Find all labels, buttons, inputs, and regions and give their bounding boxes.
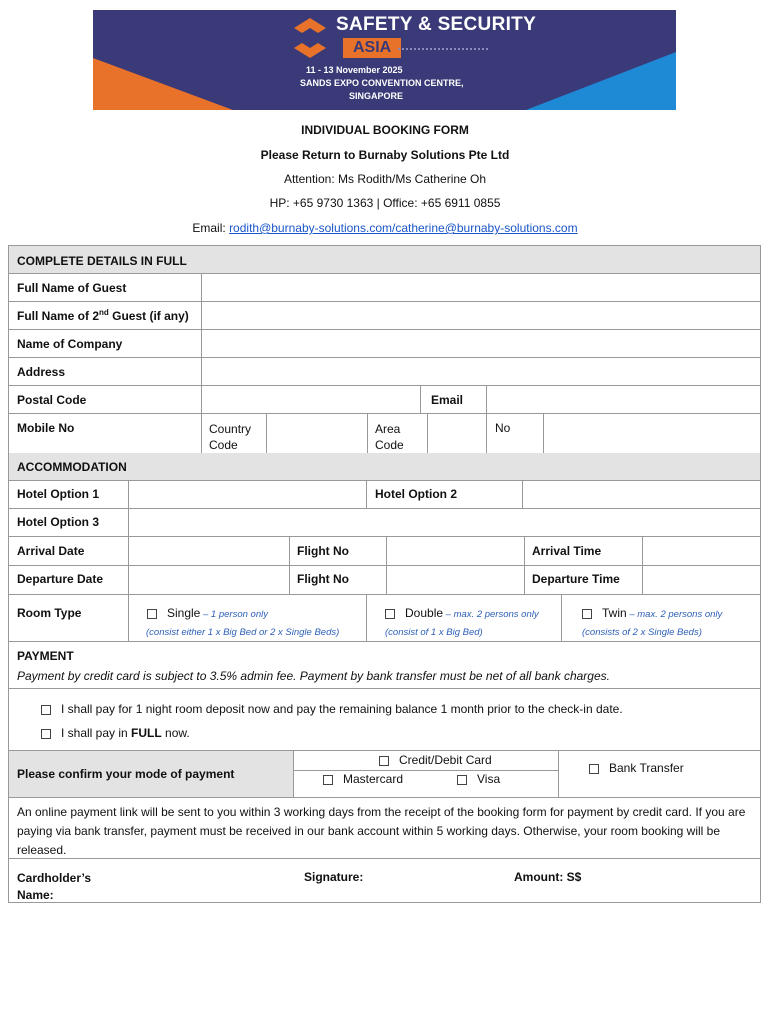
attention: Attention: Ms Rodith/Ms Catherine Oh <box>283 172 487 186</box>
company-field[interactable] <box>202 330 760 357</box>
arrival-flight-field[interactable] <box>387 537 524 565</box>
email-link[interactable]: rodith@burnaby-solutions.com/catherine@burnaby-solutions.com <box>229 221 578 235</box>
banner-dots <box>398 48 488 50</box>
email-line <box>0 221 770 235</box>
pay-deposit-option[interactable]: I shall pay for 1 night room deposit now and pay the remaining balance 1 month prior to the check-in date. <box>41 702 623 716</box>
email-label: Email: <box>192 221 230 235</box>
room-double-option[interactable]: Double – max. 2 persons only <box>385 606 539 620</box>
event-dates: 11 - 13 November 2025 <box>306 65 403 75</box>
hotel-option-1-field[interactable] <box>129 481 366 508</box>
hotel-option-1-label: Hotel Option 1 <box>17 487 99 501</box>
mastercard-checkbox[interactable] <box>323 775 333 785</box>
number-field[interactable] <box>544 414 760 455</box>
visa-option[interactable]: Visa <box>457 772 500 786</box>
postal-code-label: Postal Code <box>17 393 87 407</box>
country-code-label: Country Code <box>209 422 252 452</box>
area-code-field[interactable] <box>428 414 486 455</box>
twin-sub-note: (consists of 2 x Single Beds) <box>582 627 702 638</box>
payment-mode-label: Please confirm your mode of payment <box>17 767 235 781</box>
arrival-date-field[interactable] <box>129 537 289 565</box>
accommodation-table <box>8 453 761 642</box>
arrival-flight-label: Flight No <box>297 544 349 558</box>
payment-table <box>8 641 761 903</box>
bank-transfer-checkbox[interactable] <box>589 764 599 774</box>
accommodation-section-title: ACCOMMODATION <box>17 460 127 474</box>
banner-blue-shape <box>526 52 676 110</box>
phones: HP: +65 9730 1363 | Office: +65 6911 0855 <box>269 196 501 210</box>
departure-time-field[interactable] <box>643 566 760 594</box>
departure-date-label: Departure Date <box>17 572 104 586</box>
arrival-time-label: Arrival Time <box>532 544 602 558</box>
room-single-option[interactable]: Single – 1 person only <box>147 606 268 620</box>
arrival-date-label: Arrival Date <box>17 544 85 558</box>
email-label-cell: Email <box>431 393 464 407</box>
details-table <box>8 245 761 456</box>
event-banner <box>93 10 676 110</box>
single-checkbox[interactable] <box>147 609 157 619</box>
hotel-option-2-field[interactable] <box>523 481 760 508</box>
event-city: SINGAPORE <box>349 91 404 101</box>
second-guest-label: Full Name of 2nd Guest (if any) <box>17 308 189 323</box>
amount-label: Amount: S$ <box>514 870 582 884</box>
departure-flight-label: Flight No <box>297 572 349 586</box>
full-name-label: Full Name of Guest <box>17 281 127 295</box>
departure-flight-field[interactable] <box>387 566 524 594</box>
credit-card-checkbox[interactable] <box>379 756 389 766</box>
return-to: Please Return to Burnaby Solutions Pte Ltd <box>260 148 510 162</box>
departure-date-field[interactable] <box>129 566 289 594</box>
room-twin-option[interactable]: Twin – max. 2 persons only <box>582 606 722 620</box>
visa-checkbox[interactable] <box>457 775 467 785</box>
brand-title: SAFETY & SECURITY <box>336 14 537 35</box>
event-venue: SANDS EXPO CONVENTION CENTRE, <box>300 78 464 88</box>
full-checkbox[interactable] <box>41 729 51 739</box>
deposit-checkbox[interactable] <box>41 705 51 715</box>
company-label: Name of Company <box>17 337 123 351</box>
area-code-label: Area Code <box>375 422 404 452</box>
departure-time-label: Departure Time <box>532 572 620 586</box>
hotel-option-3-field[interactable] <box>129 509 760 536</box>
email-field[interactable] <box>487 386 760 413</box>
double-checkbox[interactable] <box>385 609 395 619</box>
full-name-field[interactable] <box>202 274 760 301</box>
second-guest-field[interactable] <box>202 302 760 329</box>
credit-card-option[interactable]: Credit/Debit Card <box>379 753 492 767</box>
brand-subtitle: ASIA <box>343 38 401 58</box>
pay-full-option[interactable]: I shall pay in FULL now. <box>41 726 190 740</box>
banner-orange-shape <box>93 58 233 110</box>
payment-info: An online payment link will be sent to you within 3 working days from the receipt of the booking form for payment by credit card. If you are paying via bank transfer, payment must be received in our bank account within 5 working days. Otherwise, your room booking will be released. <box>17 805 746 857</box>
bank-transfer-option[interactable]: Bank Transfer <box>589 761 684 775</box>
address-field[interactable] <box>202 358 760 385</box>
mastercard-option[interactable]: Mastercard <box>323 772 403 786</box>
hotel-option-2-label: Hotel Option 2 <box>375 487 457 501</box>
address-label: Address <box>17 365 66 379</box>
number-label: No <box>495 421 511 435</box>
payment-note: Payment by credit card is subject to 3.5% admin fee. Payment by bank transfer must be net of all bank charges. <box>17 669 610 683</box>
signature-label: Signature: <box>304 870 364 884</box>
form-title: INDIVIDUAL BOOKING FORM <box>301 123 469 137</box>
mobile-label: Mobile No <box>17 421 75 435</box>
hotel-option-3-label: Hotel Option 3 <box>17 515 99 529</box>
event-logo-icon <box>290 16 330 60</box>
room-type-label: Room Type <box>17 606 82 620</box>
twin-checkbox[interactable] <box>582 609 592 619</box>
single-sub-note: (consist either 1 x Big Bed or 2 x Single Beds) <box>146 627 340 638</box>
details-section-title: COMPLETE DETAILS IN FULL <box>17 254 187 268</box>
country-code-field[interactable] <box>267 414 367 455</box>
payment-section-title: PAYMENT <box>17 649 74 663</box>
double-sub-note: (consist of 1 x Big Bed) <box>385 627 483 638</box>
arrival-time-field[interactable] <box>643 537 760 565</box>
cardholder-label: Cardholder’s Name: <box>17 871 92 902</box>
